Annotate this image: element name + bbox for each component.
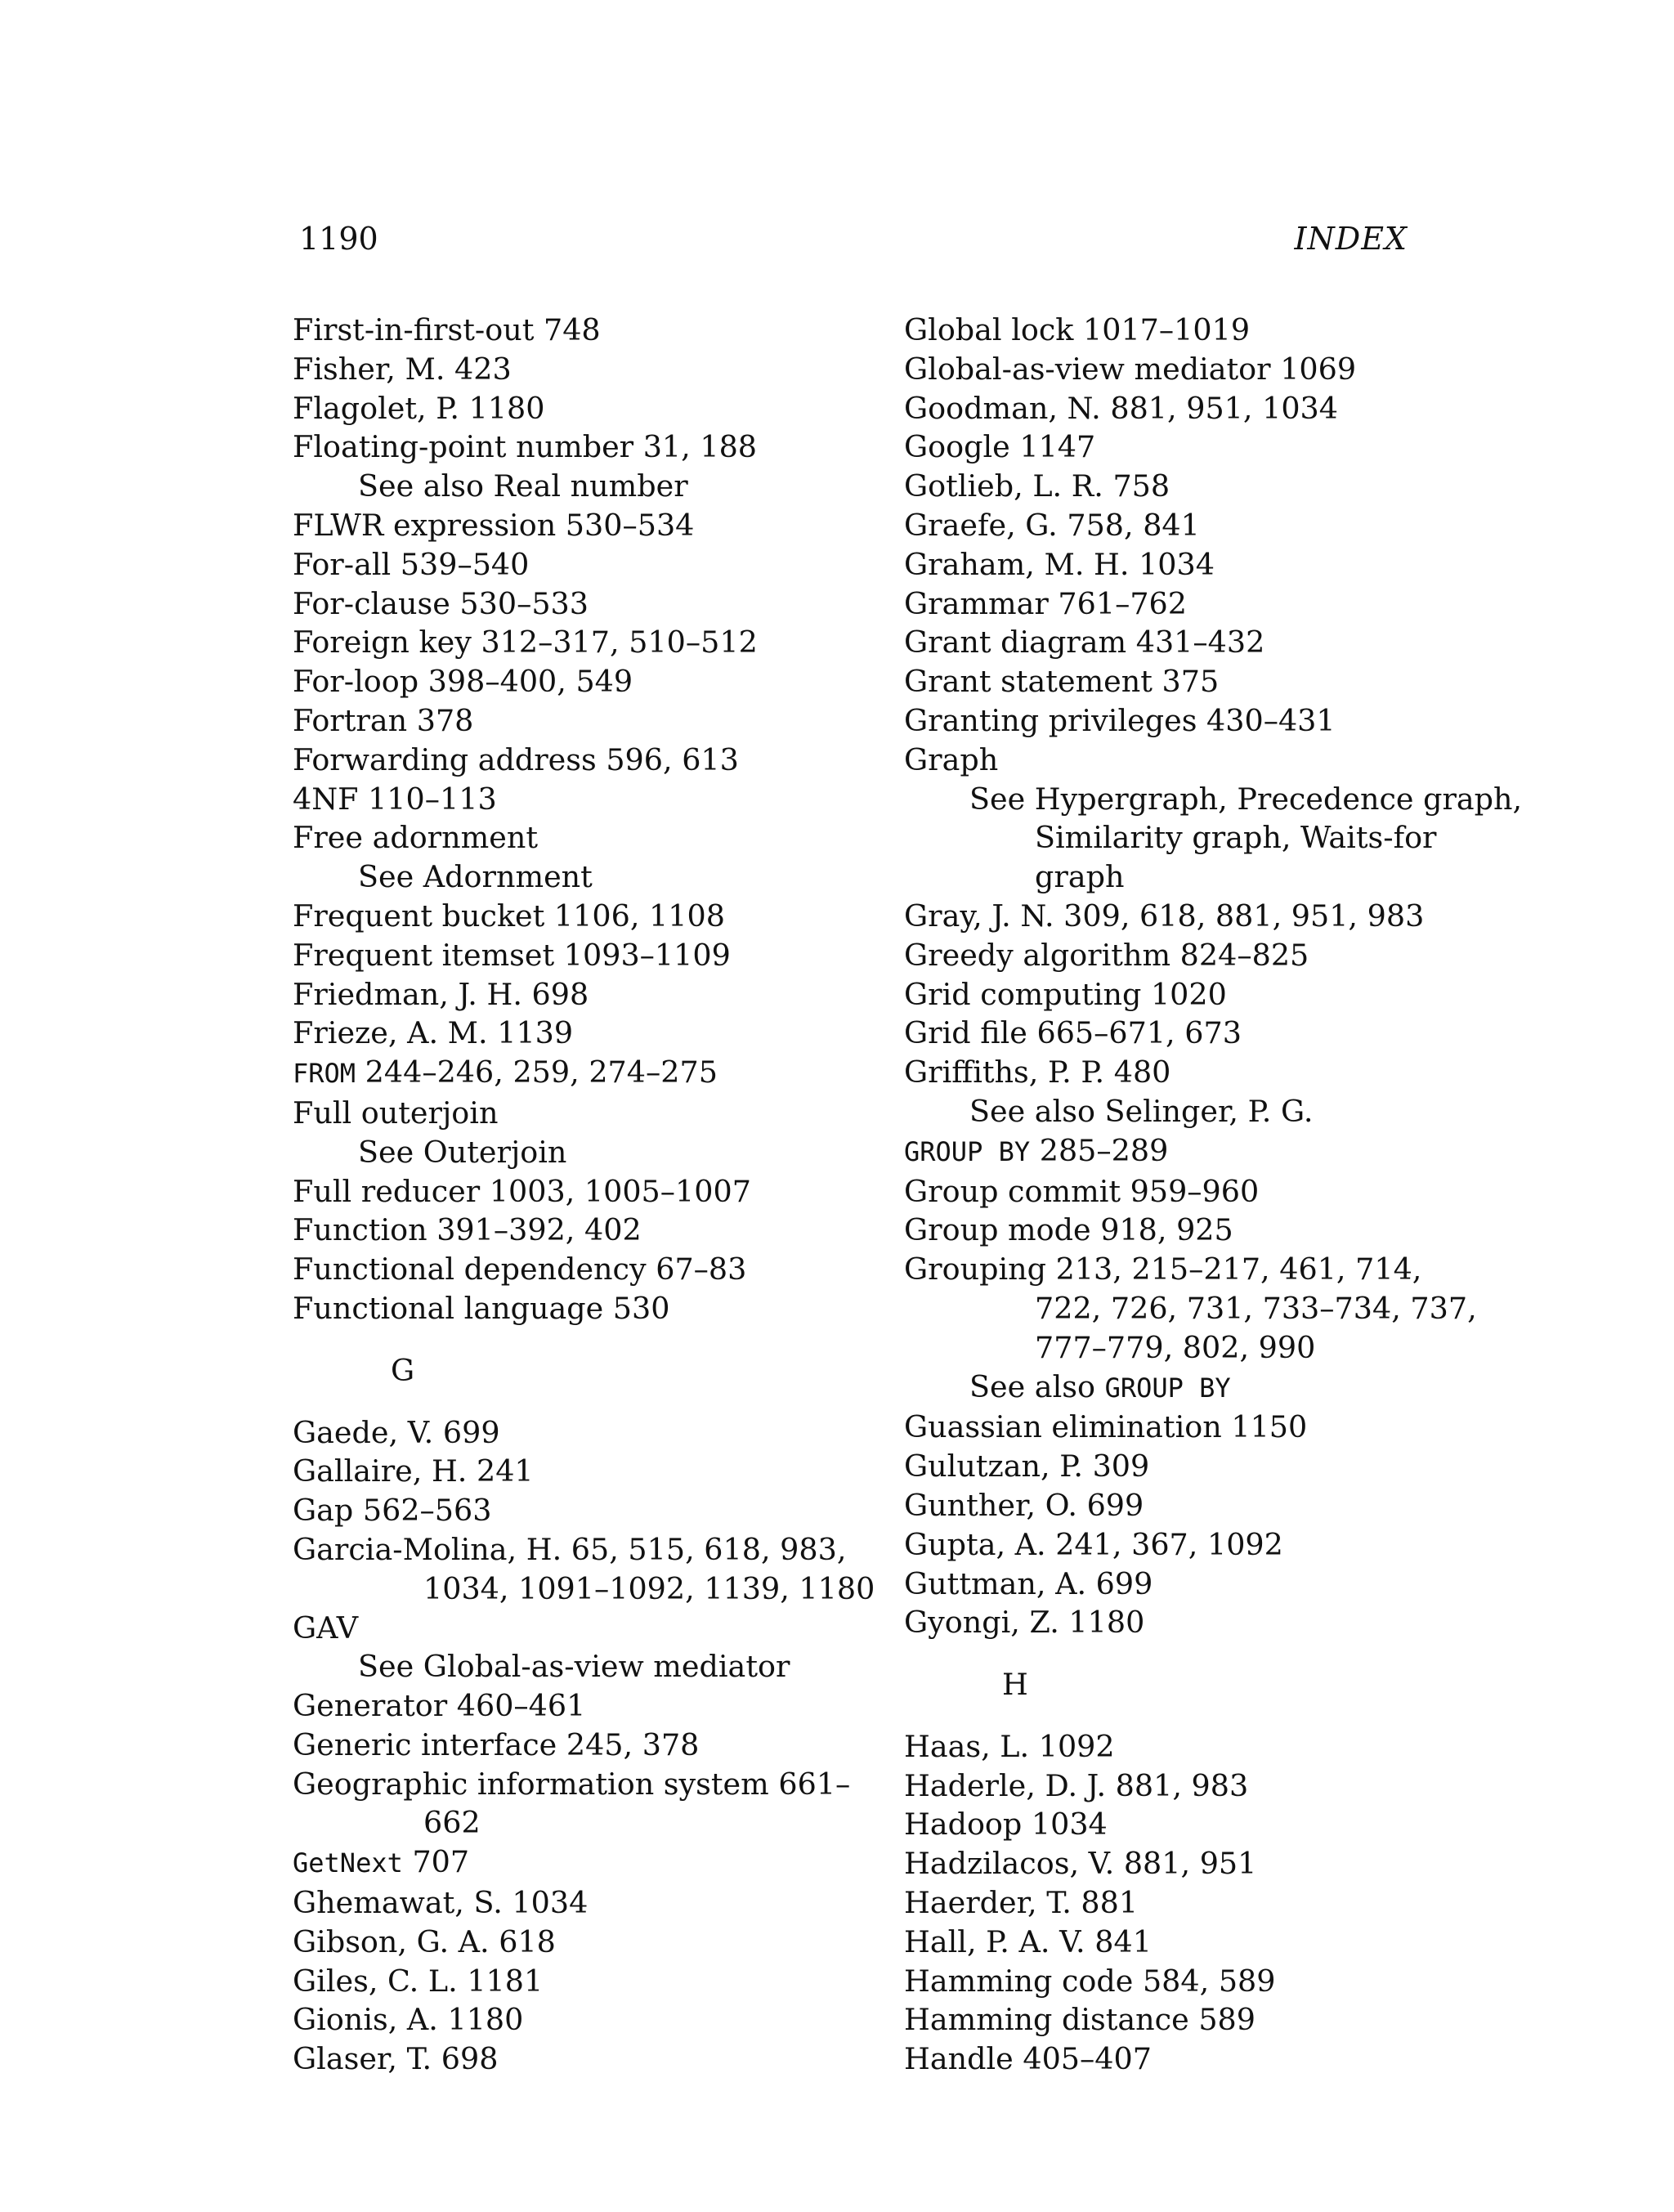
index-entry xyxy=(904,1092,1525,1131)
index-entry-text: Greedy algorithm 824–825 xyxy=(904,937,1309,973)
index-entry xyxy=(293,1172,865,1211)
index-entry xyxy=(293,1133,865,1172)
index-entry xyxy=(293,857,865,897)
index-entry-text: Frequent itemset 1093–1109 xyxy=(293,937,731,973)
index-entry xyxy=(293,389,865,428)
index-entry xyxy=(904,389,1525,428)
index-entry-text: 777–779, 802, 990 xyxy=(1035,1329,1316,1365)
index-entry-code: GetNext xyxy=(293,1847,403,1879)
index-entry xyxy=(904,1962,1525,2001)
index-entry xyxy=(904,1053,1525,1092)
index-entry-text: Gray, J. N. 309, 618, 881, 951, 983 xyxy=(904,898,1425,934)
index-entry-text: Free adornment xyxy=(293,820,539,856)
index-entry xyxy=(904,1328,1525,1368)
index-entry xyxy=(904,2000,1525,2040)
index-entry xyxy=(904,1250,1525,1289)
index-entry-text: Flagolet, P. 1180 xyxy=(293,390,545,426)
index-entry-text: See also Real number xyxy=(358,468,688,504)
index-entry-text: Gap 562–563 xyxy=(293,1493,492,1529)
index-entry-text: First-in-first-out 748 xyxy=(293,312,601,347)
index-entry-text: Similarity graph, Waits-for xyxy=(1035,820,1437,856)
index-entry-text: H xyxy=(1002,1667,1028,1703)
index-entry xyxy=(293,506,865,545)
index-entry xyxy=(293,2000,865,2040)
index-entry xyxy=(293,1289,865,1328)
index-entry-text: Global lock 1017–1019 xyxy=(904,312,1251,347)
index-entry-text: Granting privileges 430–431 xyxy=(904,702,1336,738)
index-entry xyxy=(293,1413,865,1453)
index-entry xyxy=(904,1844,1525,1883)
index-entry xyxy=(293,1014,865,1053)
index-entry-text: Grid file 665–671, 673 xyxy=(904,1015,1242,1051)
index-entry xyxy=(293,1452,865,1491)
index-entry-text: Functional language 530 xyxy=(293,1290,670,1326)
index-entry xyxy=(904,1368,1525,1408)
index-entry-text: Hadzilacos, V. 881, 951 xyxy=(904,1846,1257,1882)
index-entry xyxy=(293,1491,865,1530)
index-letter-heading xyxy=(293,1351,865,1390)
index-entry-text: 285–289 xyxy=(1030,1132,1169,1168)
index-entry-text: Grant statement 375 xyxy=(904,664,1220,700)
index-entry xyxy=(904,1447,1525,1486)
index-entry xyxy=(293,1765,865,1804)
index-entry xyxy=(293,662,865,701)
index-entry xyxy=(293,818,865,857)
index-entry xyxy=(904,857,1525,897)
index-entry xyxy=(293,311,865,350)
index-entry-text: See Outerjoin xyxy=(358,1134,567,1170)
index-entry xyxy=(904,975,1525,1014)
index-entry-text: 662 xyxy=(423,1805,481,1841)
index-entry-text: Hamming code 584, 589 xyxy=(904,1963,1276,1999)
index-entry-text: Hadoop 1034 xyxy=(904,1807,1108,1843)
index-entry-text: Global-as-view mediator 1069 xyxy=(904,351,1357,387)
index-entry-text: Gaede, V. 699 xyxy=(293,1414,500,1450)
index-entry-text: Graham, M. H. 1034 xyxy=(904,546,1215,582)
index-entry xyxy=(293,545,865,584)
index-column-right xyxy=(904,311,1525,2079)
index-entry-text: Frieze, A. M. 1139 xyxy=(293,1015,574,1051)
index-entry xyxy=(293,467,865,506)
index-entry-text: Glaser, T. 698 xyxy=(293,2041,499,2077)
index-entry-text: See Hypergraph, Precedence graph, xyxy=(969,781,1523,817)
index-entry xyxy=(904,1923,1525,1962)
index-entry-text: See also Selinger, P. G. xyxy=(969,1093,1314,1129)
index-entry-text: Full reducer 1003, 1005–1007 xyxy=(293,1173,751,1209)
index-entry-code: GROUP BY xyxy=(904,1135,1031,1167)
index-entry-text: Gallaire, H. 241 xyxy=(293,1453,534,1489)
index-entry-text: Forwarding address 596, 613 xyxy=(293,741,739,777)
index-entry xyxy=(293,350,865,389)
index-entry-code: FROM xyxy=(293,1058,356,1090)
index-entry xyxy=(293,1609,865,1648)
index-entry xyxy=(293,428,865,467)
index-entry-text: See Global-as-view mediator xyxy=(358,1649,790,1685)
index-entry xyxy=(904,1727,1525,1766)
index-entry xyxy=(293,1843,865,1883)
index-entry xyxy=(904,545,1525,584)
index-entry xyxy=(904,1211,1525,1250)
index-entry-text: Function 391–392, 402 xyxy=(293,1212,642,1248)
index-entry xyxy=(293,1250,865,1289)
index-entry-text: For-clause 530–533 xyxy=(293,585,589,621)
index-entry-text: Hall, P. A. V. 841 xyxy=(904,1923,1152,1959)
index-entry-text: Gupta, A. 241, 367, 1092 xyxy=(904,1526,1283,1562)
index-entry xyxy=(904,1014,1525,1053)
index-entry xyxy=(293,584,865,624)
index-entry xyxy=(904,1565,1525,1604)
index-entry-text: Grant diagram 431–432 xyxy=(904,625,1265,660)
index-entry xyxy=(904,741,1525,780)
index-entry-text: Grid computing 1020 xyxy=(904,976,1227,1012)
index-entry-text: Gyongi, Z. 1180 xyxy=(904,1605,1145,1641)
index-entry xyxy=(904,780,1525,819)
index-entry-text: Google 1147 xyxy=(904,429,1096,465)
index-entry xyxy=(293,1803,865,1843)
index-entry-text: Gionis, A. 1180 xyxy=(293,2002,524,2038)
section-title: INDEX xyxy=(1294,221,1408,257)
index-entry xyxy=(293,897,865,936)
index-entry xyxy=(904,623,1525,662)
index-entry-text: Giles, C. L. 1181 xyxy=(293,1963,544,1999)
running-head xyxy=(299,217,1408,260)
index-entry-text: Functional dependency 67–83 xyxy=(293,1252,747,1287)
index-entry xyxy=(904,428,1525,467)
index-entry xyxy=(904,584,1525,624)
index-entry-text: Haderle, D. J. 881, 983 xyxy=(904,1767,1249,1803)
index-entry-text: Group mode 918, 925 xyxy=(904,1212,1233,1248)
index-entry-text: Handle 405–407 xyxy=(904,2041,1152,2077)
index-entry-code: GROUP BY xyxy=(1104,1372,1231,1404)
index-entry-text: For-loop 398–400, 549 xyxy=(293,664,633,700)
index-entry-text: Group commit 959–960 xyxy=(904,1173,1260,1209)
index-entry xyxy=(293,1883,865,1923)
index-entry-text: Gulutzan, P. 309 xyxy=(904,1449,1150,1484)
index-entry-text: GAV xyxy=(293,1610,359,1646)
index-entry-text: Grouping 213, 215–217, 461, 714, xyxy=(904,1252,1422,1287)
index-entry-text: Gotlieb, L. R. 758 xyxy=(904,468,1170,504)
index-entry-text: Gibson, G. A. 618 xyxy=(293,1923,556,1959)
index-entry xyxy=(293,1923,865,1962)
index-entry-text: Hamming distance 589 xyxy=(904,2002,1256,2038)
index-entry-text: Floating-point number 31, 188 xyxy=(293,429,758,465)
index-entry-text: Generic interface 245, 378 xyxy=(293,1726,700,1762)
index-entry-text: G xyxy=(391,1352,415,1388)
index-entry xyxy=(904,1883,1525,1923)
index-entry xyxy=(293,1569,875,1609)
index-entry xyxy=(293,701,865,741)
index-entry-text: Generator 460–461 xyxy=(293,1688,586,1724)
index-entry-text: Friedman, J. H. 698 xyxy=(293,976,589,1012)
index-entry-text: See also xyxy=(969,1368,1105,1404)
index-entry-text: FLWR expression 530–534 xyxy=(293,507,695,543)
index-entry-text: Griffiths, P. P. 480 xyxy=(904,1055,1171,1090)
index-entry xyxy=(293,975,865,1014)
index-entry-text: Guttman, A. 699 xyxy=(904,1565,1153,1601)
index-entry-text: Grammar 761–762 xyxy=(904,585,1187,621)
index-entry xyxy=(293,1094,865,1133)
index-entry-text: 707 xyxy=(402,1844,470,1880)
index-entry xyxy=(904,350,1525,389)
index-entry-text: Garcia-Molina, H. 65, 515, 618, 983, xyxy=(293,1531,847,1567)
index-entry xyxy=(904,701,1525,741)
index-entry xyxy=(904,1525,1525,1565)
index-entry xyxy=(293,1686,865,1726)
index-entry xyxy=(904,311,1525,350)
index-entry xyxy=(293,1530,865,1569)
index-entry xyxy=(293,623,865,662)
index-entry-text: Ghemawat, S. 1034 xyxy=(293,1885,589,1921)
index-entry xyxy=(904,467,1525,506)
index-entry xyxy=(904,897,1525,936)
index-entry-text: Haerder, T. 881 xyxy=(904,1885,1139,1921)
index-entry-text: Geographic information system 661– xyxy=(293,1766,851,1802)
index-entry xyxy=(904,1805,1525,1844)
index-entry xyxy=(904,818,1525,857)
index-entry-text: Graefe, G. 758, 841 xyxy=(904,507,1200,543)
index-entry-text: Fortran 378 xyxy=(293,702,474,738)
index-entry xyxy=(293,936,865,975)
index-entry xyxy=(293,1726,865,1765)
index-entry-text: Graph xyxy=(904,741,999,777)
index-entry-text: For-all 539–540 xyxy=(293,546,530,582)
index-letter-heading xyxy=(904,1665,1525,1704)
index-entry xyxy=(904,1486,1525,1525)
index-entry-text: 4NF 110–113 xyxy=(293,781,497,817)
index-entry xyxy=(293,1053,865,1094)
index-column-left xyxy=(293,311,875,2079)
index-entry-text: 1034, 1091–1092, 1139, 1180 xyxy=(423,1570,875,1606)
index-entry-text: See Adornment xyxy=(358,859,593,895)
index-entry xyxy=(904,1172,1525,1211)
index-entry-text: 244–246, 259, 274–275 xyxy=(356,1055,718,1090)
index-entry-text: Full outerjoin xyxy=(293,1095,499,1131)
index-entry xyxy=(904,1289,1525,1328)
index-entry-text: 722, 726, 731, 733–734, 737, xyxy=(1035,1290,1477,1326)
index-entry xyxy=(904,1766,1525,1806)
index-entry xyxy=(293,741,865,780)
index-entry-text: graph xyxy=(1035,859,1125,895)
index-entry xyxy=(904,506,1525,545)
index-entry xyxy=(293,1962,865,2001)
index-entry-text: Gunther, O. 699 xyxy=(904,1487,1144,1523)
index-entry xyxy=(293,1647,865,1686)
index-entry-text: Goodman, N. 881, 951, 1034 xyxy=(904,390,1338,426)
index-entry xyxy=(904,1603,1525,1642)
index-entry xyxy=(904,2040,1525,2079)
index-entry-text: Guassian elimination 1150 xyxy=(904,1409,1308,1445)
index-entry xyxy=(904,936,1525,975)
index-entry xyxy=(293,1211,865,1250)
index-entry xyxy=(293,2040,865,2079)
index-entry xyxy=(904,1408,1525,1447)
index-entry-text: Haas, L. 1092 xyxy=(904,1728,1115,1764)
index-entry-text: Frequent bucket 1106, 1108 xyxy=(293,898,725,934)
index-entry xyxy=(293,780,865,819)
index-entry xyxy=(904,662,1525,701)
page-number: 1190 xyxy=(299,221,378,257)
index-entry-text: Foreign key 312–317, 510–512 xyxy=(293,625,758,660)
index-entry xyxy=(904,1131,1525,1172)
index-entry-text: Fisher, M. 423 xyxy=(293,351,512,387)
